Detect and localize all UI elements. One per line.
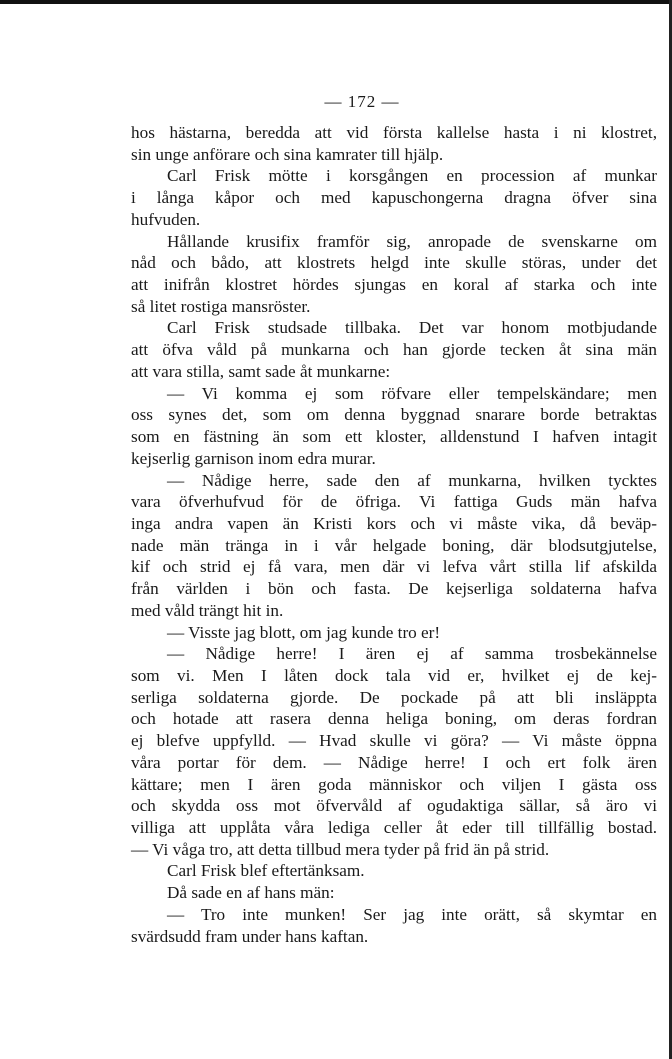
text-line — [131, 730, 657, 752]
text-line-content: att vara stilla, samt sade åt munkarne: — [131, 361, 391, 381]
text-line-content: Hållande krusifix framför sig, anropade de svenskarne om — [167, 231, 657, 251]
text-line — [131, 752, 657, 774]
text-line-content: nåd och bådo, att klostrets helgd inte skulle störas, under det — [131, 253, 657, 273]
text-line-content: — Visste jag blott, om jag kunde tro er! — [167, 622, 441, 642]
text-line — [131, 296, 657, 318]
text-line-content: och skydda oss mot öfvervåld af ogudaktiga sällar, så äro vi — [131, 796, 657, 816]
text-line — [131, 795, 657, 817]
text-line-content: — Tro inte munken! Ser jag inte orätt, så skymtar en — [167, 904, 657, 924]
text-line-content: att öfva våld på munkarna och han gjorde tecken åt sina män — [131, 340, 657, 360]
text-line-content: inga andra vapen än Kristi kors och vi måste vika, då beväp- — [131, 513, 657, 533]
text-line-content: vara öfverhufvud för de öfriga. Vi fattiga Guds män hafva — [131, 492, 657, 512]
text-line-content: som vi. Men I låten dock tala vid er, hvilket ej de kej- — [131, 665, 657, 685]
text-line — [131, 926, 657, 948]
text-line-content: att inifrån klostret hördes sjungas en koral af starka och inte — [131, 275, 657, 295]
text-line — [131, 252, 657, 274]
text-line — [131, 187, 657, 209]
body-text — [131, 122, 657, 947]
text-line-content: serliga soldaterna gjorde. De pockade på att bli insläppta — [131, 687, 657, 707]
text-line — [131, 839, 657, 861]
text-line-content: med våld trängt hit in. — [131, 600, 284, 620]
text-line — [131, 404, 657, 426]
text-line — [131, 774, 657, 796]
text-line-content: ej blefve uppfylld. — Hvad skulle vi göra? — Vi måste öppna — [131, 731, 657, 751]
text-line-content: Carl Frisk mötte i korsgången en procession af munkar — [167, 166, 657, 186]
text-line — [131, 578, 657, 600]
text-line — [131, 209, 657, 231]
text-line-content: nade män tränga in i vår helgade boning, där blodsutgjutelse, — [131, 535, 657, 555]
text-line-content: sin unge anförare och sina kamrater till hjälp. — [131, 144, 444, 164]
text-line — [131, 274, 657, 296]
text-line-content: Då sade en af hans män: — [167, 883, 335, 903]
text-line — [131, 383, 657, 405]
text-line-content: hos hästarna, beredda att vid första kallelse hasta i ni klostret, — [131, 123, 657, 142]
text-line-content: kättare; men I ären goda människor och viljen I gästa oss — [131, 774, 657, 794]
text-line — [131, 708, 657, 730]
text-line-content: — Nådige herre, sade den af munkarna, hvilken tycktes — [167, 470, 657, 490]
text-line-content: villiga att upplåta våra lediga celler åt eder till tillfällig bostad. — [131, 818, 657, 837]
text-line — [131, 643, 657, 665]
text-line — [131, 361, 657, 383]
text-line — [131, 491, 657, 513]
text-line-content: kif och strid ej få vara, men där vi lefva vårt stilla lif afskilda — [131, 557, 657, 577]
text-line — [131, 513, 657, 535]
text-line — [131, 231, 657, 253]
text-line-content: — Vi våga tro, att detta tillbud mera tyder på frid än på strid. — [131, 839, 550, 859]
text-line-content: svärdsudd fram under hans kaftan. — [131, 926, 369, 946]
text-line — [131, 470, 657, 492]
text-line — [131, 817, 657, 839]
page-number: — 172 — — [324, 92, 400, 111]
text-line — [131, 339, 657, 361]
text-line-content: i långa kåpor och med kapuschongerna dragna öfver sina — [131, 188, 657, 208]
text-line — [131, 426, 657, 448]
text-line-content: så litet rostiga mansröster. — [131, 296, 311, 316]
text-line — [131, 882, 657, 904]
text-line-content: våra portar för dem. — Nådige herre! I och ert folk ären — [131, 752, 657, 772]
scan-edge-top — [0, 0, 672, 4]
text-line-content: — Nådige herre! I ären ej af samma trosbekännelse — [167, 644, 657, 664]
text-line-content: oss synes det, som om denna byggnad snarare borde betraktas — [131, 405, 657, 425]
text-line — [131, 535, 657, 557]
text-line — [131, 317, 657, 339]
text-line — [131, 904, 657, 926]
text-line-content: från världen i bön och fasta. De kejserliga soldaterna hafva — [131, 579, 657, 599]
text-line — [131, 665, 657, 687]
text-line — [131, 122, 657, 144]
text-line-content: — Vi komma ej som röfvare eller tempelskändare; men — [167, 383, 657, 403]
text-line-content: som en fästning än som ett kloster, alldenstund I hafven intagit — [131, 427, 657, 447]
text-line — [131, 165, 657, 187]
text-line — [131, 144, 657, 166]
text-line-content: kejserlig garnison inom edra murar. — [131, 448, 376, 468]
text-line — [131, 556, 657, 578]
text-line — [131, 687, 657, 709]
text-line-content: och hotade att rasera denna heliga boning, om deras fordran — [131, 709, 657, 729]
text-line — [131, 622, 657, 644]
text-line — [131, 448, 657, 470]
text-line-content: hufvuden. — [131, 209, 201, 229]
text-line-content: Carl Frisk blef eftertänksam. — [167, 861, 365, 881]
text-line-content: Carl Frisk studsade tillbaka. Det var honom motbjudande — [167, 318, 657, 338]
text-line — [131, 600, 657, 622]
text-line — [131, 860, 657, 882]
